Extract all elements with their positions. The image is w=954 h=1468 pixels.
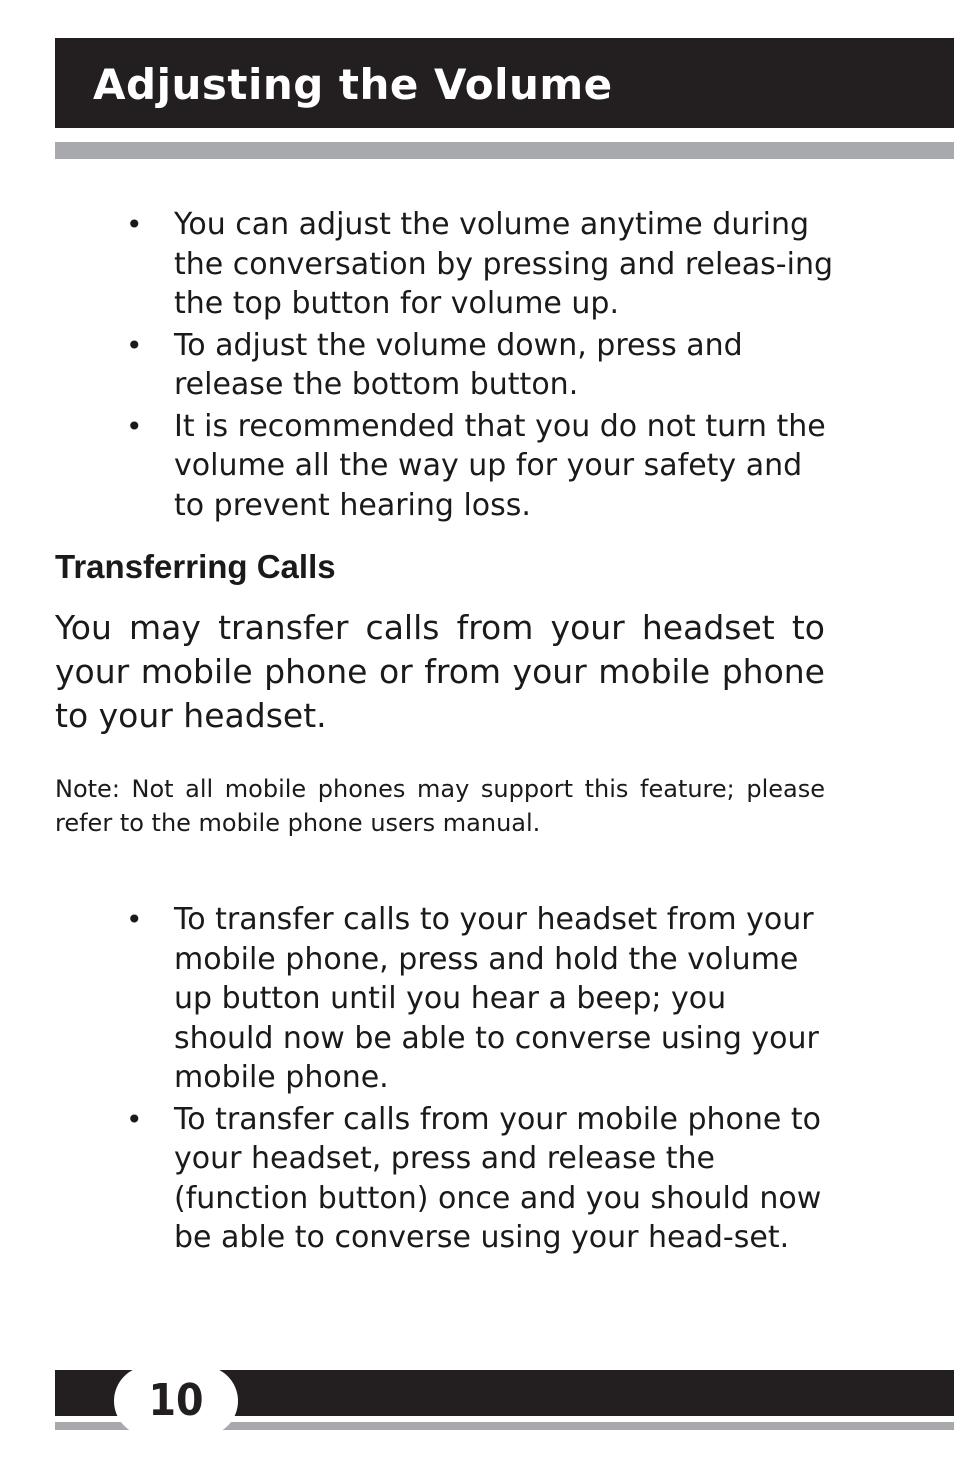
list-item [0, 900, 834, 1098]
bullet-icon: • [126, 328, 143, 362]
transfer-bullet-list [0, 900, 834, 1260]
bullet-icon: • [126, 903, 143, 936]
header-bar [55, 38, 954, 128]
bullet-icon: • [126, 1102, 143, 1136]
page-title: Adjusting the Volume [93, 60, 613, 109]
list-item-text: It is recommended that you do not turn the volume all the way up for your safety and to prevent hearing loss. [174, 408, 826, 523]
transfer-intro-paragraph: You may transfer calls from your headset to your mobile phone or from your mobile phone to your headset. [55, 608, 825, 735]
list-item [0, 205, 834, 324]
list-item-text: To transfer calls from your mobile phone to your headset, press and release the (function button) once and you should now be able to converse using your head-set. [174, 1101, 822, 1255]
section-heading-transferring-calls: Transferring Calls [55, 548, 336, 585]
list-item [0, 326, 834, 405]
list-item-text: You can adjust the volume anytime during the conversation by pressing and releas-ing the top button for volume up. [174, 207, 834, 321]
bullet-icon: • [126, 409, 143, 443]
header-divider [55, 142, 954, 159]
transfer-note: Note: Not all mobile phones may support this feature; please refer to the mobile phone users manual. [55, 775, 825, 837]
page-number: 10 [148, 1375, 204, 1426]
list-item-text: To adjust the volume down, press and release the bottom button. [174, 327, 743, 402]
volume-bullet-list [0, 205, 834, 527]
page-number-tab [114, 1366, 238, 1436]
bullet-icon: • [126, 208, 143, 241]
list-item [0, 1100, 834, 1258]
list-item-text: To transfer calls to your headset from your mobile phone, press and hold the volume up button until you hear a beep; you should now be able to converse using your mobile phone. [174, 902, 819, 1095]
list-item [0, 407, 834, 526]
